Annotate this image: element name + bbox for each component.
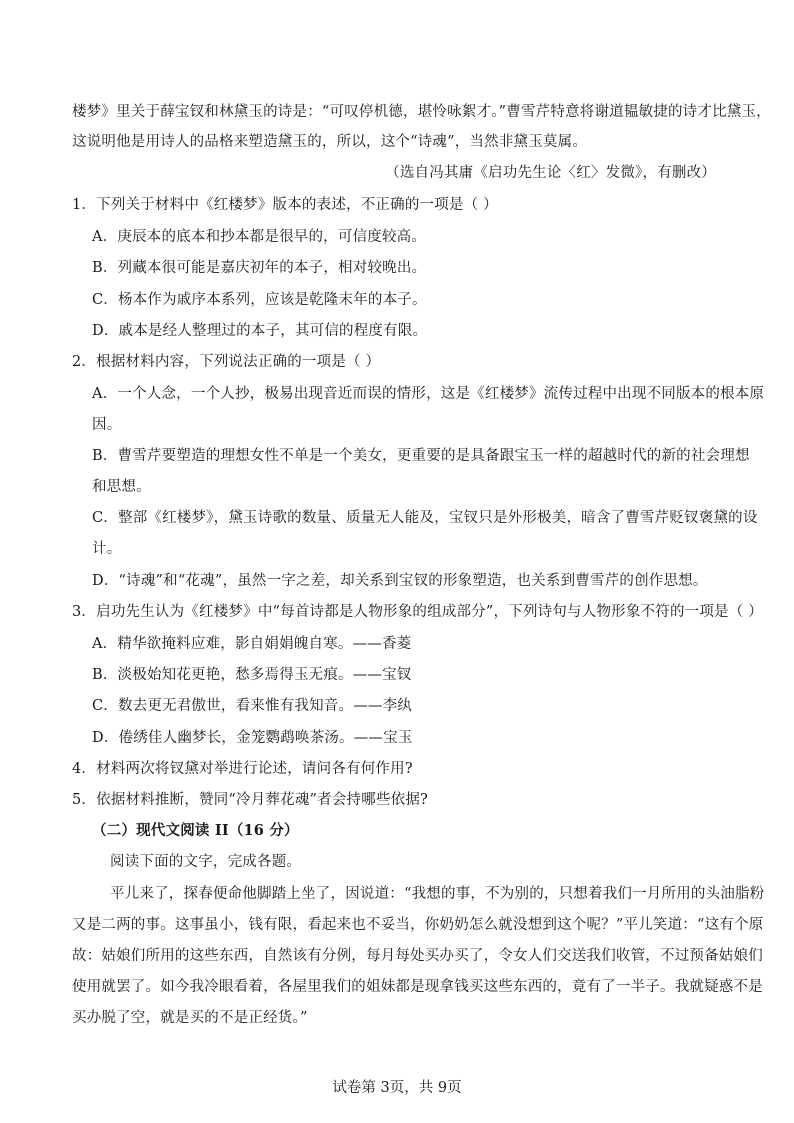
question-2-option-c-cont: 计。 [92, 541, 122, 557]
section-instruction: 阅读下面的文字，完成各题。 [110, 854, 302, 870]
question-2-option-a: A．一个人念，一个人抄，极易出现音近而误的情形，这是《红楼梦》流传过程中出现不同版本的根本原 [92, 386, 765, 402]
material-text-line: 这说明他是用诗人的品格来塑造黛玉的，所以，这个“诗魂”，当然非黛玉莫属。 [72, 134, 588, 150]
material-text-line: 楼梦》里关于薛宝钗和林黛玉的诗是：“可叹停机德，堪怜咏絮才。”曹雪芹特意将谢道韫敏捷的诗才比黛玉， [72, 104, 771, 120]
question-1-option-b: B．列藏本很可能是嘉庆初年的本子，相对较晚出。 [92, 260, 427, 276]
question-3-option-b: B．淡极始知花更艳，愁多焉得玉无痕。——宝钗 [92, 667, 412, 683]
question-5-stem: 5．依据材料推断，赞同“冷月葬花魂”者会持哪些依据? [72, 792, 429, 808]
passage-line: 故：姑娘们所用的这些东西，自然该有分例，每月每处买办买了，令女人们交送我们收管，不过预备姑娘们 [72, 948, 763, 964]
question-1-option-c: C．杨本作为戚序本系列，应该是乾隆末年的本子。 [92, 292, 427, 308]
question-2-stem: 2．根据材料内容，下列说法正确的一项是（ ） [72, 354, 381, 370]
passage-line: 使用就罢了。如今我冷眼看着，各屋里我们的姐妹都是现拿钱买这些东西的，竟有了一半子。我就疑惑不是 [72, 979, 763, 995]
question-2-option-d: D．“诗魂”和“花魂”，虽然一字之差，却关系到宝钗的形象塑造，也关系到曹雪芹的创作思想。 [92, 573, 708, 589]
question-2-option-c: C．整部《红楼梦》，黛玉诗歌的数量、质量无人能及，宝钗只是外形极美，暗含了曹雪芹贬钗褒黛的设 [92, 510, 758, 526]
question-4-stem: 4．材料两次将钗黛对举进行论述，请问各有何作用? [72, 761, 413, 777]
question-1-option-d: D．戚本是经人整理过的本子，其可信的程度有限。 [92, 323, 428, 339]
question-1-stem: 1．下列关于材料中《红楼梦》版本的表述，不正确的一项是（ ） [72, 197, 498, 213]
question-3-stem: 3．启功先生认为《红楼梦》中“每首诗都是人物形象的组成部分”，下列诗句与人物形象不符的一项是（ ） [72, 604, 763, 620]
question-2-option-b: B．曹雪芹要塑造的理想女性不单是一个美女，更重要的是具备跟宝玉一样的超越时代的新的社会理想 [92, 448, 750, 464]
passage-line: 买办脱了空，就是买的不是正经货。” [72, 1010, 308, 1026]
question-1-option-a: A．庚辰本的底本和抄本都是很早的，可信度较高。 [92, 229, 427, 245]
question-3-option-a: A．精华欲掩料应难，影自娟娟魄自寒。——香菱 [92, 636, 412, 652]
passage-line: 平儿来了，探春便命他脚踏上坐了，因说道：“我想的事，不为别的，只想着我们一月所用的头油脂粉 [110, 886, 765, 902]
question-2-option-b-cont: 和思想。 [92, 479, 151, 495]
passage-line: 又是二两的事。这事虽小，钱有限，看起来也不妥当，你奶奶怎么就没想到这个呢？”平儿笑道：“这有个原 [72, 917, 764, 933]
question-2-option-a-cont: 因。 [92, 417, 122, 433]
question-3-option-c: C．数去更无君傲世，看来惟有我知音。——李纨 [92, 698, 412, 714]
page-footer: 试卷第 3页，共 9页 [332, 1080, 462, 1096]
question-3-option-d: D．倦绣佳人幽梦长，金笼鹦鹉唤茶汤。——宝玉 [92, 730, 413, 746]
section-heading: （二）现代文阅读 II（16 分） [92, 822, 299, 839]
material-source: （选自冯其庸《启功先生论〈红〉发微》，有删改） [385, 165, 716, 181]
